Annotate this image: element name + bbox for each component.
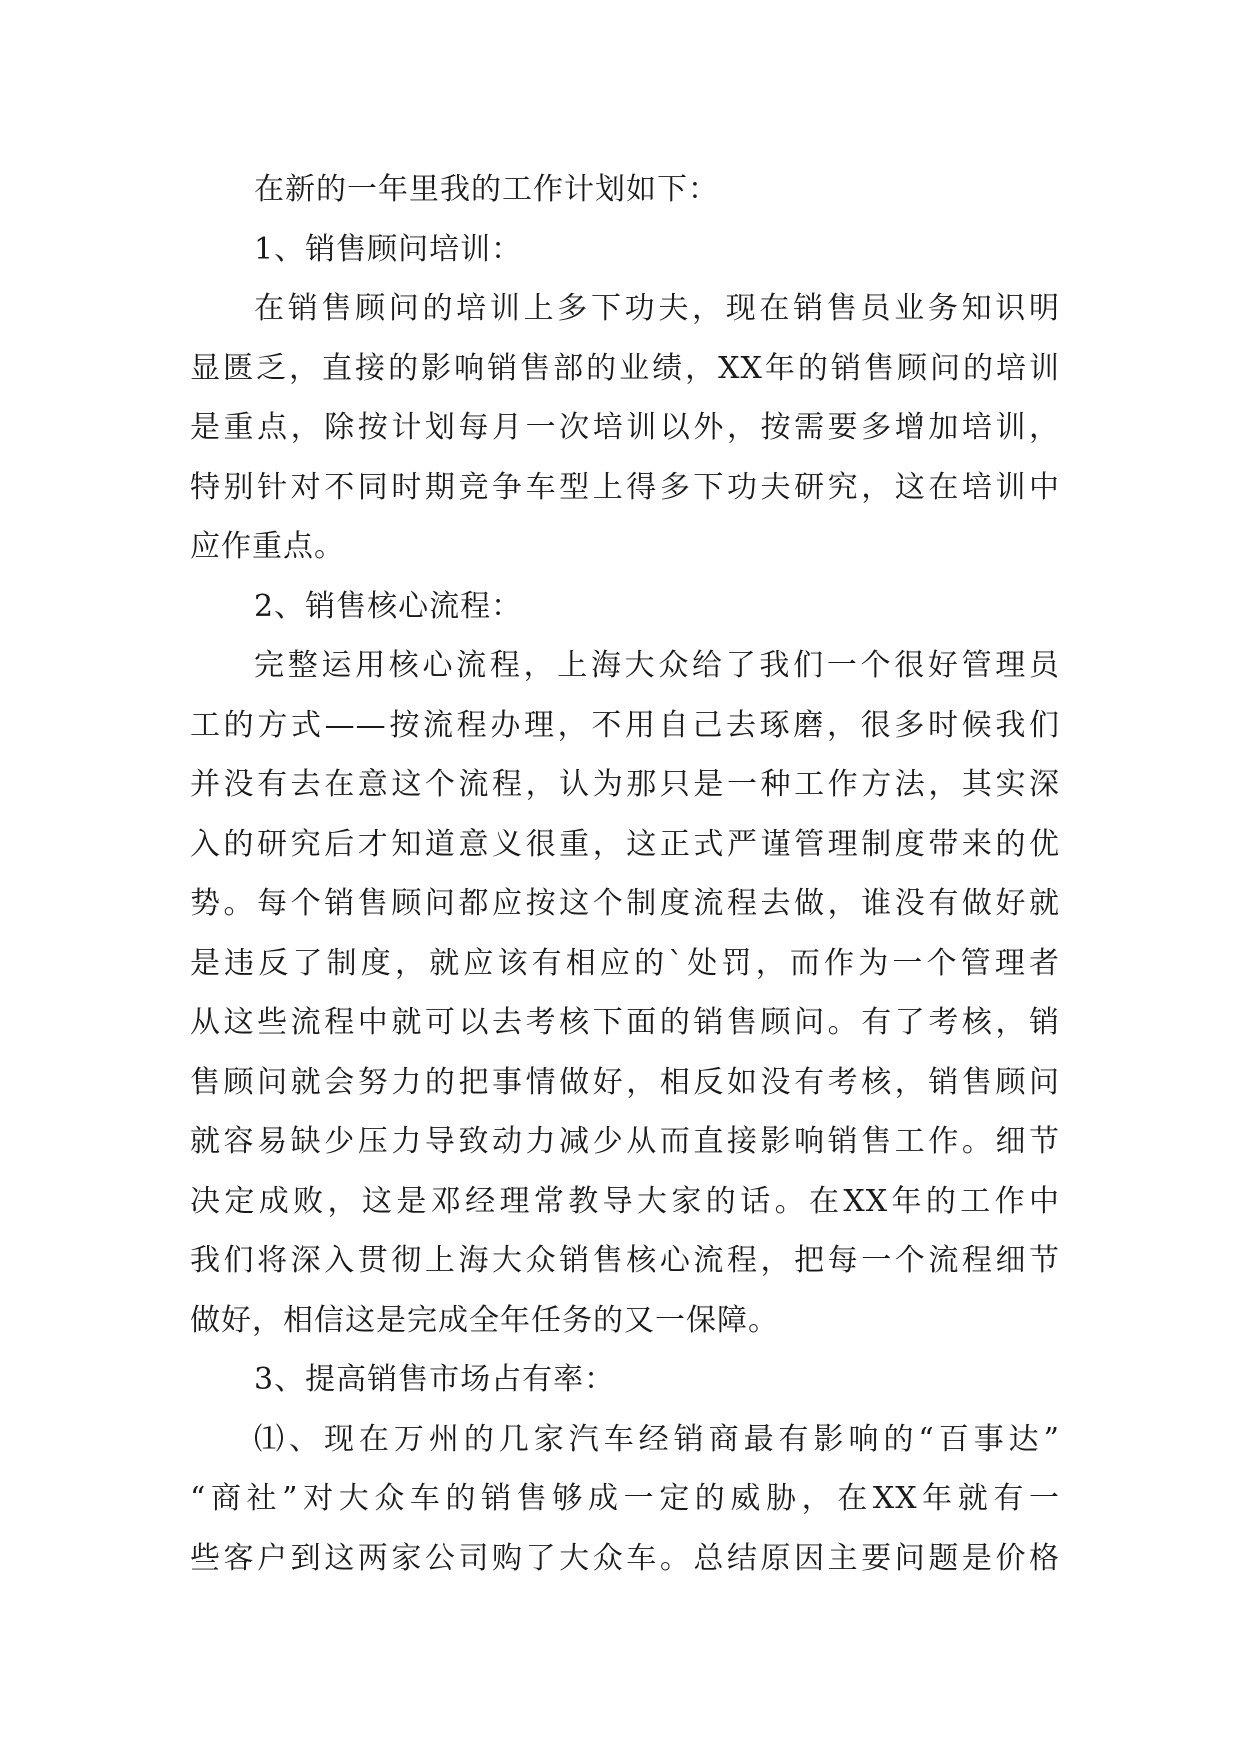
- text-line: 显匮乏，直接的影响销售部的业绩，XX年的销售顾问的培训: [190, 350, 1060, 386]
- text-line: 在销售顾问的培训上多下功夫，现在销售员业务知识明: [254, 291, 1060, 326]
- text-line: 入的研究后才知道意义很重，这正式严谨管理制度带来的优: [190, 826, 1060, 862]
- text-line: 决定成败，这是邓经理常教导大家的话。在XX年的工作中: [190, 1183, 1060, 1219]
- text-line: 并没有去在意这个流程，认为那只是一种工作方法，其实深: [190, 767, 1060, 802]
- text-line: 是重点，除按计划每月一次培训以外，按需要多增加培训，: [190, 410, 1060, 445]
- text-line: 就容易缺少压力导致动力减少从而直接影响销售工作。细节: [190, 1124, 1060, 1159]
- text-line: 势。每个销售顾问都应按这个制度流程去做，谁没有做好就: [190, 886, 1060, 921]
- text-line: 特别针对不同时期竞争车型上得多下功夫研究，这在培训中: [190, 469, 1060, 505]
- text-line: 些客户到这两家公司购了大众车。总结原因主要问题是价格: [190, 1540, 1060, 1576]
- text-line: 工的方式——按流程办理，不用自己去琢磨，很多时候我们: [190, 707, 1060, 743]
- text-line: 在新的一年里我的工作计划如下：: [254, 172, 719, 207]
- text-line: 3、提高销售市场占有率：: [254, 1362, 616, 1397]
- text-line: 1、销售顾问培训：: [254, 231, 523, 267]
- text-line: ⑴、现在万州的几家汽车经销商最有影响的“百事达”: [254, 1421, 1060, 1457]
- text-line: 是违反了制度，就应该有相应的`处罚，而作为一个管理者: [190, 945, 1060, 981]
- text-line: “商社”对大众车的销售够成一定的威胁，在XX年就有一: [190, 1481, 1060, 1516]
- text-line: 售顾问就会努力的把事情做好，相反如没有考核，销售顾问: [190, 1064, 1060, 1100]
- text-line: 我们将深入贯彻上海大众销售核心流程，把每一个流程细节: [190, 1243, 1060, 1278]
- text-line: 做好，相信这是完成全年任务的又一保障。: [190, 1302, 779, 1338]
- document-body: [190, 160, 1060, 1588]
- text-line: 应作重点。: [190, 529, 345, 564]
- text-line: 2、销售核心流程：: [254, 588, 523, 624]
- text-line: 从这些流程中就可以去考核下面的销售顾问。有了考核，销: [190, 1005, 1060, 1040]
- text-line: 完整运用核心流程，上海大众给了我们一个很好管理员: [254, 648, 1060, 683]
